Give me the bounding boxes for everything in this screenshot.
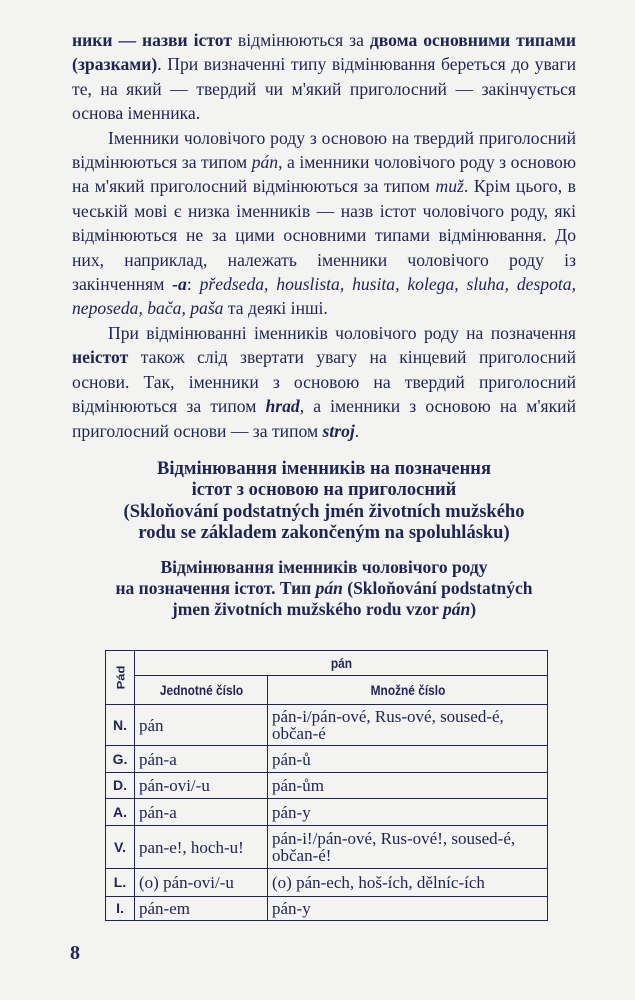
text: Іменники чоловічого роду з основою на твердий приголосний відмінюються за типом xyxy=(72,127,576,173)
caption-line: Відмінювання іменників чоловічого роду xyxy=(160,556,488,577)
case-cell: L. xyxy=(106,869,135,897)
section-heading xyxy=(72,459,576,545)
group-header: pán xyxy=(165,651,516,676)
table-caption xyxy=(72,557,576,620)
case-cell: A. xyxy=(106,799,135,826)
italic-term: pán xyxy=(315,577,343,598)
text: : xyxy=(186,274,200,295)
plural-cell: pán-i!/pán-ové, Rus-ové!, soused-é, občan-é! xyxy=(268,826,548,869)
table-row xyxy=(106,897,548,921)
case-cell: V. xyxy=(106,826,135,869)
plural-cell: pán-ům xyxy=(268,773,548,799)
text: ) xyxy=(470,598,477,619)
case-cell: I. xyxy=(106,897,135,921)
table-row xyxy=(106,773,548,799)
italic-examples: předseda, houslista, husita, kolega, sluha, despota, neposeda, bača, paša xyxy=(72,274,576,319)
plural-cell: pán-y xyxy=(268,897,548,921)
italic-term: muž xyxy=(435,176,464,197)
italic-term: pán xyxy=(443,598,471,619)
italic-term: pán xyxy=(251,152,279,173)
singular-cell: pán xyxy=(135,705,268,746)
singular-cell: pán-ovi/-u xyxy=(135,773,268,799)
text: також слід звертати увагу на кінцевий приголосний основи. Так, іменники з основою на твердий приголосний відмінюються за типом xyxy=(72,347,576,417)
heading-line: Відмінювання іменників на позначення xyxy=(157,458,491,479)
table-row xyxy=(106,826,548,869)
singular-header: Jednotné číslo xyxy=(144,676,257,705)
page-body xyxy=(72,28,576,620)
case-header xyxy=(108,651,133,705)
page-number: 8 xyxy=(70,942,80,964)
heading-line: істот з основою на приголосний xyxy=(191,480,457,501)
text: При відмінюванні іменників чоловічого роду на позначення xyxy=(108,322,576,343)
paragraph-3 xyxy=(72,321,576,443)
bold-term: ники — назви істот xyxy=(72,30,232,50)
text: та деякі інші. xyxy=(223,298,328,319)
bold-term: неістот xyxy=(72,347,129,368)
text: . Крім цього, в чеській мові є низка іменників — назв істот чоловічого роду, які відмінюються не за цими основними типами відмінювання. До них, наприклад, належать іменники чоловічого роду із закінченням xyxy=(72,176,576,295)
text: . xyxy=(354,420,360,441)
declension-table xyxy=(105,650,548,921)
caption-line xyxy=(72,599,576,620)
plural-cell: pán-ů xyxy=(268,746,548,773)
table-row xyxy=(106,705,548,746)
singular-cell: pán-em xyxy=(135,897,268,921)
singular-cell: pán-a xyxy=(135,799,268,826)
bold-italic-term: -a xyxy=(172,274,187,295)
text: , а іменники чоловічого роду з основою на м'який приголосний відмінюються за типом xyxy=(72,152,576,197)
bold-term: двома основними типами (зразками) xyxy=(72,30,576,75)
text: на позначення істот. Тип xyxy=(115,577,316,598)
case-cell: G. xyxy=(106,746,135,773)
plural-header: Množné číslo xyxy=(289,676,527,705)
text: (Skloňování podstatných xyxy=(342,577,533,598)
singular-cell: pan-e!, hoch-u! xyxy=(135,826,268,869)
paragraph-1 xyxy=(72,28,576,126)
plural-cell: pán-y xyxy=(268,799,548,826)
bold-italic-term: stroj xyxy=(322,420,355,441)
case-cell: N. xyxy=(106,705,135,746)
heading-line: (Skloňování podstatných jmén životních mužského xyxy=(123,501,525,522)
plural-cell: (o) pán-ech, hoš-ích, dělníc-ích xyxy=(268,869,548,897)
paragraph-2 xyxy=(72,126,576,321)
heading-line: rodu se základem zakončeným na spoluhlásku) xyxy=(138,523,510,544)
text: Pád xyxy=(113,665,127,690)
text: . При визначенні типу відмінювання береться до уваги те, на який — твердий чи м'який приголосний — закінчується основа іменника. xyxy=(72,54,576,124)
text: jmen životních mužského rodu vzor xyxy=(171,598,444,619)
caption-line xyxy=(72,578,576,599)
text: , а іменники з основою на м'який приголосний основи — за типом xyxy=(72,396,576,441)
singular-cell: pán-a xyxy=(135,746,268,773)
table-row xyxy=(106,799,548,826)
text: відмінюються за xyxy=(231,30,370,50)
table-row xyxy=(106,869,548,897)
bold-italic-term: hrad xyxy=(265,396,300,417)
plural-cell: pán-i/pán-ové, Rus-ové, soused-é, občan-é xyxy=(268,705,548,746)
table-row xyxy=(106,746,548,773)
singular-cell: (o) pán-ovi/-u xyxy=(135,869,268,897)
case-cell: D. xyxy=(106,773,135,799)
